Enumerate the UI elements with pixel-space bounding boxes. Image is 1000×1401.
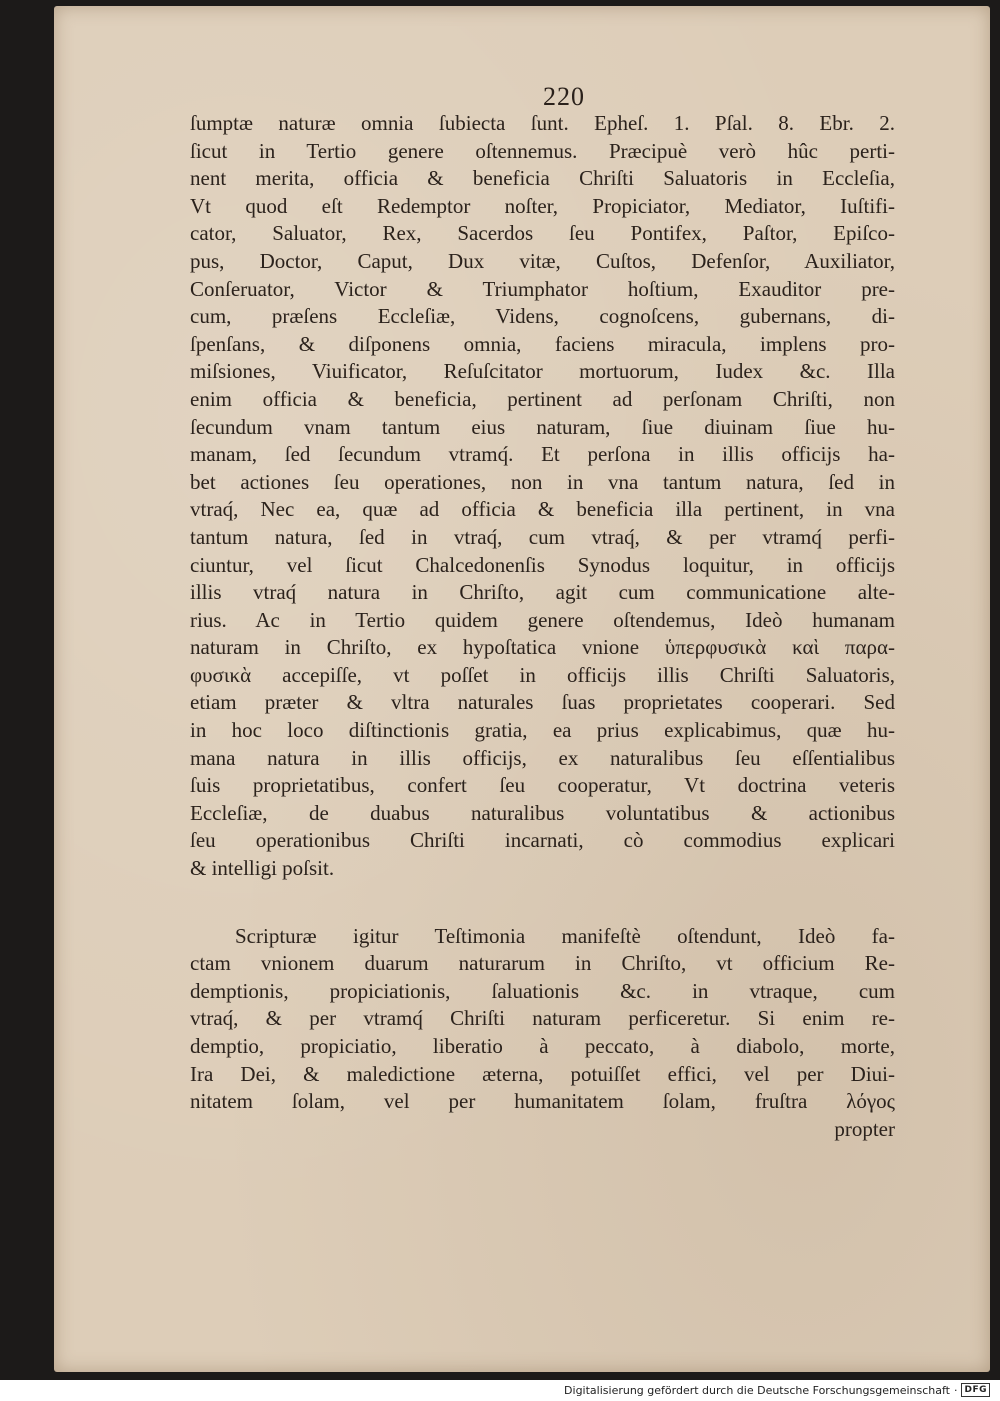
text-line: miſsiones, Viuificator, Reſuſcitator mortuorum, Iudex &c. Illa <box>190 359 895 384</box>
text-line: ctam vnionem duarum naturarum in Chriſto, vt officium Re- <box>190 951 895 976</box>
text-line: ſumptæ naturæ omnia ſubiecta ſunt. Epheſ. 1. Pſal. 8. Ebr. 2. <box>190 111 895 135</box>
text-line: & intelligi poſsit. <box>190 856 335 881</box>
main-text <box>190 110 895 1143</box>
text-line: Ira Dei, & maledictione æterna, potuiſſet effici, vel per Diui- <box>190 1061 895 1086</box>
text-line: manam, ſed ſecundum vtramq́. Et perſona in illis officijs ha- <box>190 442 895 467</box>
text-line: φυσικὰ accepiſſe, vt poſſet in officijs illis Chriſti Saluatoris, <box>190 662 895 687</box>
text-line: naturam in Chriſto, ex hypoſtatica vnione ὑπερφυσικὰ καὶ παρα- <box>190 635 895 660</box>
text-line: enim officia & beneficia, pertinent ad perſonam Chriſti, non <box>190 386 895 411</box>
text-line: ciuntur, vel ſicut Chalcedonenſis Synodus loquitur, in officijs <box>190 552 895 577</box>
text-line: Eccleſiæ, de duabus naturalibus voluntatibus & actionibus <box>190 800 895 825</box>
text-line: nitatem ſolam, vel per humanitatem ſolam, fruſtra λόγος <box>190 1089 895 1114</box>
text-line: ſuis proprietatibus, confert ſeu cooperatur, Vt doctrina veteris <box>190 773 895 798</box>
text-line: in hoc loco diſtinctionis gratia, ea prius explicabimus, quæ hu- <box>190 718 895 743</box>
paragraph-gap <box>190 883 895 923</box>
text-line: etiam præter & vltra naturales ſuas proprietates cooperari. Sed <box>190 690 895 715</box>
footer-separator: · <box>953 1383 958 1397</box>
text-line: rius. Ac in Tertio quidem genere oſtendemus, Ideò humanam <box>190 607 895 632</box>
text-line: pus, Doctor, Caput, Dux vitæ, Cuſtos, Defenſor, Auxiliator, <box>190 248 895 273</box>
paragraph-2 <box>190 923 895 1116</box>
text-line: demptionis, propiciationis, ſaluationis &c. in vtraque, cum <box>190 978 895 1003</box>
text-line: bet actiones ſeu operationes, non in vna tantum natura, ſed in <box>190 469 895 494</box>
text-line: Conſeruator, Victor & Triumphator hoſtium, Exauditor pre- <box>190 276 895 301</box>
text-line: vtraq́, & per vtramq́ Chriſti naturam perficeretur. Si enim re- <box>190 1006 895 1031</box>
text-line: demptio, propiciatio, liberatio à peccato, à diabolo, morte, <box>190 1034 895 1058</box>
page-number: 220 <box>543 82 585 111</box>
text-line: ſicut in Tertio genere oſtennemus. Præcipuè verò hûc perti- <box>190 138 895 163</box>
text-line: ſecundum vnam tantum eius naturam, ſiue diuinam ſiue hu- <box>190 414 895 439</box>
text-line: cator, Saluator, Rex, Sacerdos ſeu Pontifex, Paſtor, Epiſco- <box>190 221 895 246</box>
text-line: vtraq́, Nec ea, quæ ad officia & beneficia illa pertinent, in vna <box>190 497 895 522</box>
catchword: propter <box>834 1116 895 1141</box>
text-line: ſeu operationibus Chriſti incarnati, cò commodius explicari <box>190 828 895 853</box>
dfg-logo-icon: DFG <box>961 1383 990 1397</box>
paragraph-1 <box>190 110 895 883</box>
text-line: mana natura in illis officijs, ex naturalibus ſeu eſſentialibus <box>190 745 895 770</box>
text-line: cum, præſens Eccleſiæ, Videns, cognoſcens, gubernans, di- <box>190 304 895 329</box>
text-line: Scripturæ igitur Teſtimonia manifeſtè oſtendunt, Ideò fa- <box>235 923 895 948</box>
text-line: nent merita, officia & beneficia Chriſti Saluatoris in Eccleſia, <box>190 166 895 191</box>
footer-text: Digitalisierung gefördert durch die Deutsche Forschungsgemeinschaft <box>564 1383 950 1397</box>
text-line: Vt quod eſt Redemptor noſter, Propiciator, Mediator, Iuſtifi- <box>190 193 895 218</box>
footer-credit <box>564 1383 990 1397</box>
text-line: tantum natura, ſed in vtraq́, cum vtraq́, & per vtramq́ perfi- <box>190 524 895 549</box>
text-line: ſpenſans, & diſponens omnia, faciens miracula, implens pro- <box>190 331 895 356</box>
text-line: illis vtraq́ natura in Chriſto, agit cum communicatione alte- <box>190 580 895 605</box>
